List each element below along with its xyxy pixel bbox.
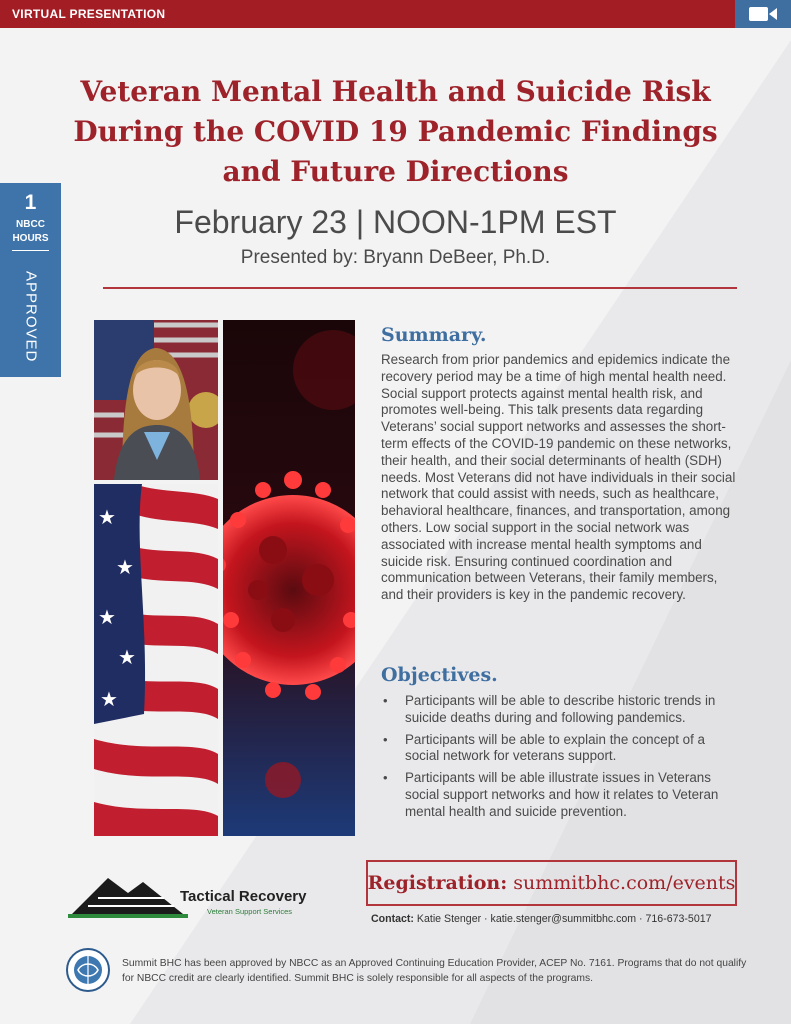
contact-line bbox=[371, 913, 751, 925]
objectives-heading: Objectives. bbox=[381, 664, 498, 686]
summary-heading: Summary. bbox=[381, 324, 487, 346]
summary-text: Research from prior pandemics and epidemics indicate the recovery period may be a time of high mental health need. Social support protects against mental health risk, and promotes well-being. This talk presents data regarding Veterans’ social support networks and assesses the short-term effects of the COVID-19 pandemic on these networks, their health, and their social determinants of health (SDH) needs. Most Veterans did not have individuals in their social network that could assist with needs, such as healthcare, behavioral healthcare, finances, and transportation, among others. Low social support in the social network was associated with increase mental health symptoms and suicide risk. Ensuring continued coordination and communication between Veterans, their family members, and their providers is key in the pandemic recovery. bbox=[381, 352, 736, 603]
logo-name: Tactical Recovery bbox=[180, 888, 307, 905]
event-title: Veteran Mental Health and Suicide Risk During the COVID 19 Pandemic Findings and Future Directions bbox=[73, 75, 718, 188]
nbcc-hours-tab bbox=[0, 183, 61, 377]
title-divider bbox=[103, 287, 737, 289]
objective-text: Participants will be able illustrate issues in Veterans social support networks and how it relates to Veteran mental health and suicide prevention. bbox=[405, 770, 719, 819]
ceu-line-1: NBCC bbox=[16, 219, 45, 230]
list-item: • Participants will be able to describe historic trends in suicide deaths during and following pandemics. bbox=[383, 693, 716, 725]
logo-tagline: Veteran Support Services bbox=[207, 907, 293, 916]
svg-text:★: ★ bbox=[116, 555, 134, 579]
nbcc-seal-icon bbox=[66, 948, 110, 992]
video-badge bbox=[735, 0, 791, 28]
svg-text:★: ★ bbox=[118, 645, 136, 669]
ceu-divider bbox=[12, 250, 49, 251]
accreditation-statement: Summit BHC has been approved by NBCC as an Approved Continuing Education Provider, ACEP No. 7161. Programs that do not qualify for NBCC credit are clearly identified. Summit BHC is solely responsible for all aspects of the programs. bbox=[122, 958, 747, 984]
presenter-photo bbox=[94, 320, 218, 480]
contact-details: Katie Stenger · katie.stenger@summitbhc.com · 716-673-5017 bbox=[416, 913, 712, 925]
ceu-number: 1 bbox=[24, 191, 37, 214]
event-date: February 23 | NOON-1PM EST bbox=[174, 204, 617, 240]
svg-text:★: ★ bbox=[100, 687, 118, 711]
ceu-status: APPROVED bbox=[22, 271, 40, 363]
registration-link[interactable]: summitbhc.com/events bbox=[513, 872, 736, 894]
american-flag-image bbox=[94, 484, 218, 836]
svg-text:★: ★ bbox=[98, 605, 116, 629]
objective-text: Participants will be able to describe historic trends in suicide deaths during and following pandemics. bbox=[405, 693, 716, 725]
coronavirus-image bbox=[223, 320, 355, 836]
ceu-line-2: HOURS bbox=[12, 233, 49, 244]
contact-label: Contact: bbox=[371, 913, 414, 925]
video-camera-icon bbox=[749, 6, 777, 22]
svg-text:★: ★ bbox=[98, 505, 116, 529]
presenter: Presented by: Bryann DeBeer, Ph.D. bbox=[240, 247, 551, 268]
banner-label: VIRTUAL PRESENTATION bbox=[12, 7, 166, 21]
objective-text: Participants will be able to explain the concept of a social network for veterans support. bbox=[405, 731, 705, 764]
registration-box[interactable] bbox=[366, 860, 737, 906]
list-item: • Participants will be able illustrate issues in Veterans social support networks and how it relates to Veteran mental health and suicide prevention. bbox=[383, 770, 719, 819]
list-item: • Participants will be able to explain the concept of a social network for veterans support. bbox=[383, 731, 705, 764]
top-banner bbox=[0, 0, 735, 28]
objectives-list bbox=[381, 693, 741, 826]
registration-label: Registration: bbox=[367, 872, 508, 894]
